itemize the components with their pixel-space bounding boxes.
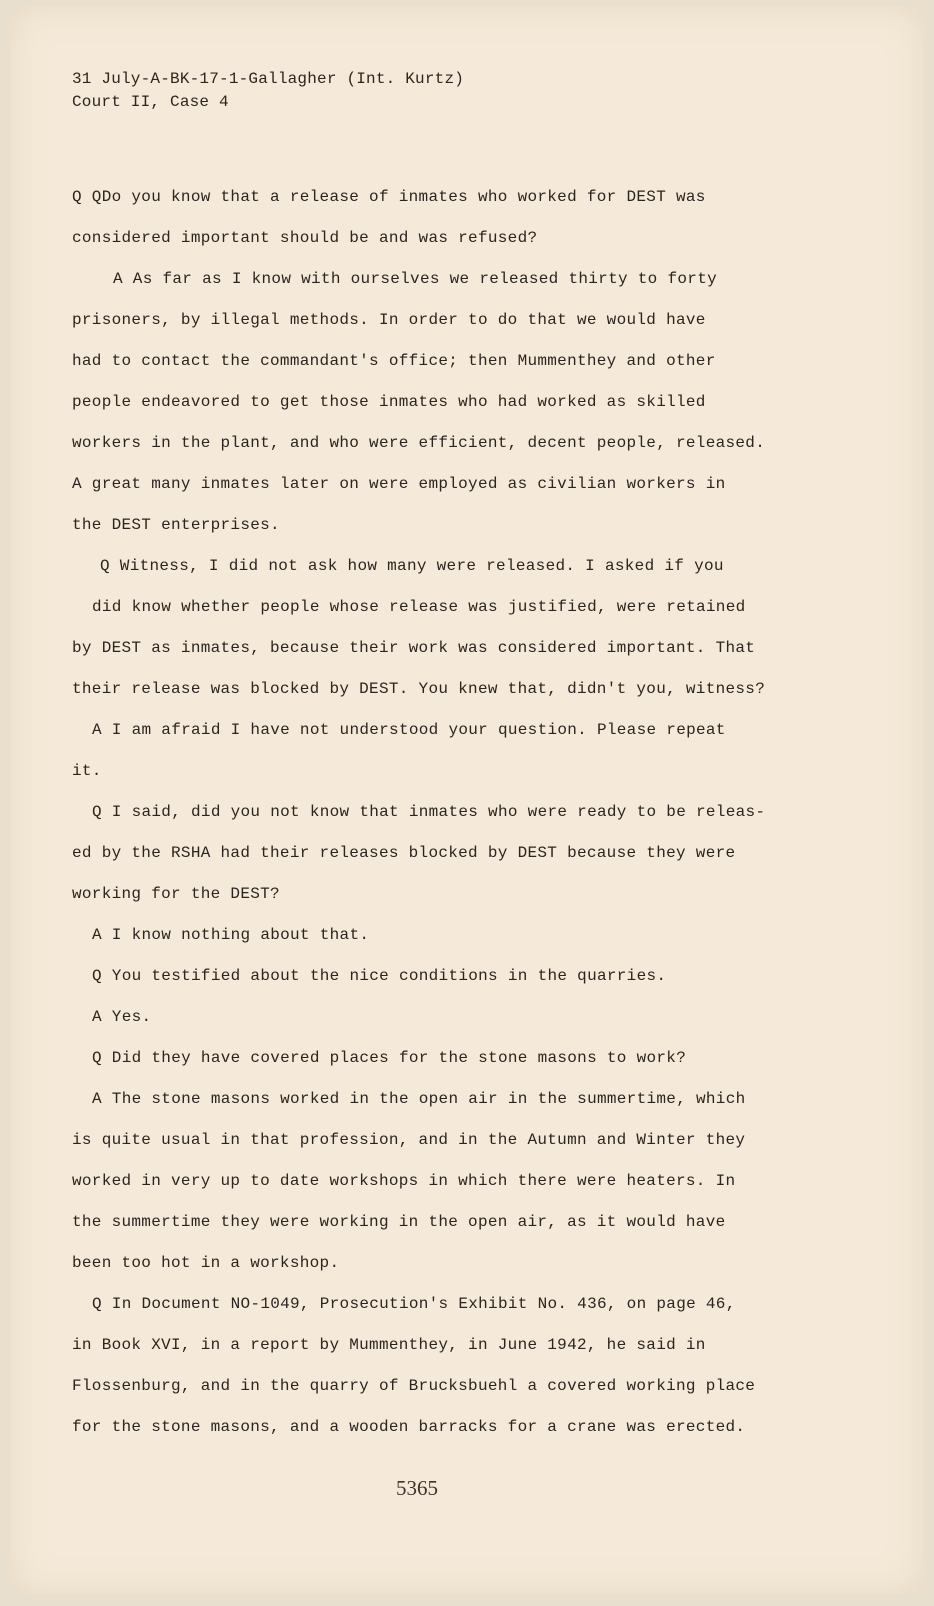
transcript-line: A great many inmates later on were employed as civilian workers in bbox=[72, 475, 726, 493]
transcript-line: A I know nothing about that. bbox=[92, 926, 370, 944]
transcript-line: Flossenburg, and in the quarry of Brucksbuehl a covered working place bbox=[72, 1377, 756, 1395]
transcript-line: people endeavored to get those inmates who had worked as skilled bbox=[72, 393, 706, 411]
transcript-line: their release was blocked by DEST. You knew that, didn't you, witness? bbox=[72, 680, 766, 698]
transcript-line: A Yes. bbox=[92, 1008, 152, 1026]
document-page bbox=[10, 6, 924, 1594]
transcript-line: had to contact the commandant's office; then Mummenthey and other bbox=[72, 352, 716, 370]
transcript-line: worked in very up to date workshops in which there were heaters. In bbox=[72, 1172, 736, 1190]
transcript-line: prisoners, by illegal methods. In order to do that we would have bbox=[72, 311, 706, 329]
transcript-line: in Book XVI, in a report by Mummenthey, in June 1942, he said in bbox=[72, 1336, 706, 1354]
transcript-line: it. bbox=[72, 762, 102, 780]
transcript-line: for the stone masons, and a wooden barracks for a crane was erected. bbox=[72, 1418, 746, 1436]
transcript-line: the DEST enterprises. bbox=[72, 516, 280, 534]
page-number: 5365 bbox=[396, 1476, 438, 1500]
transcript-line: Q In Document NO-1049, Prosecution's Exhibit No. 436, on page 46, bbox=[92, 1295, 736, 1313]
transcript-line: Q You testified about the nice conditions in the quarries. bbox=[92, 967, 667, 985]
transcript-line: A The stone masons worked in the open air in the summertime, which bbox=[92, 1090, 746, 1108]
transcript-line: did know whether people whose release was justified, were retained bbox=[92, 598, 746, 616]
header-case-reference: 31 July-A-BK-17-1-Gallagher (Int. Kurtz) bbox=[72, 70, 465, 88]
header-court: Court II, Case 4 bbox=[72, 93, 229, 111]
transcript-line: considered important should be and was refused? bbox=[72, 229, 538, 247]
document-header bbox=[72, 68, 464, 114]
transcript-line: A I am afraid I have not understood your question. Please repeat bbox=[92, 721, 726, 739]
transcript-line: is quite usual in that profession, and in the Autumn and Winter they bbox=[72, 1131, 746, 1149]
transcript-line: Q Did they have covered places for the stone masons to work? bbox=[92, 1049, 687, 1067]
transcript-line: the summertime they were working in the open air, as it would have bbox=[72, 1213, 726, 1231]
transcript-line: A As far as I know with ourselves we released thirty to forty bbox=[113, 270, 717, 288]
transcript-line: working for the DEST? bbox=[72, 885, 280, 903]
transcript-line: Q I said, did you not know that inmates who were ready to be releas- bbox=[92, 803, 766, 821]
transcript-line: been too hot in a workshop. bbox=[72, 1254, 340, 1272]
transcript-line: Q Witness, I did not ask how many were released. I asked if you bbox=[100, 557, 724, 575]
transcript-line: workers in the plant, and who were efficient, decent people, released. bbox=[72, 434, 766, 452]
transcript-line: Q QDo you know that a release of inmates who worked for DEST was bbox=[72, 188, 706, 206]
transcript-line: by DEST as inmates, because their work was considered important. That bbox=[72, 639, 756, 657]
transcript-line: ed by the RSHA had their releases blocked by DEST because they were bbox=[72, 844, 736, 862]
